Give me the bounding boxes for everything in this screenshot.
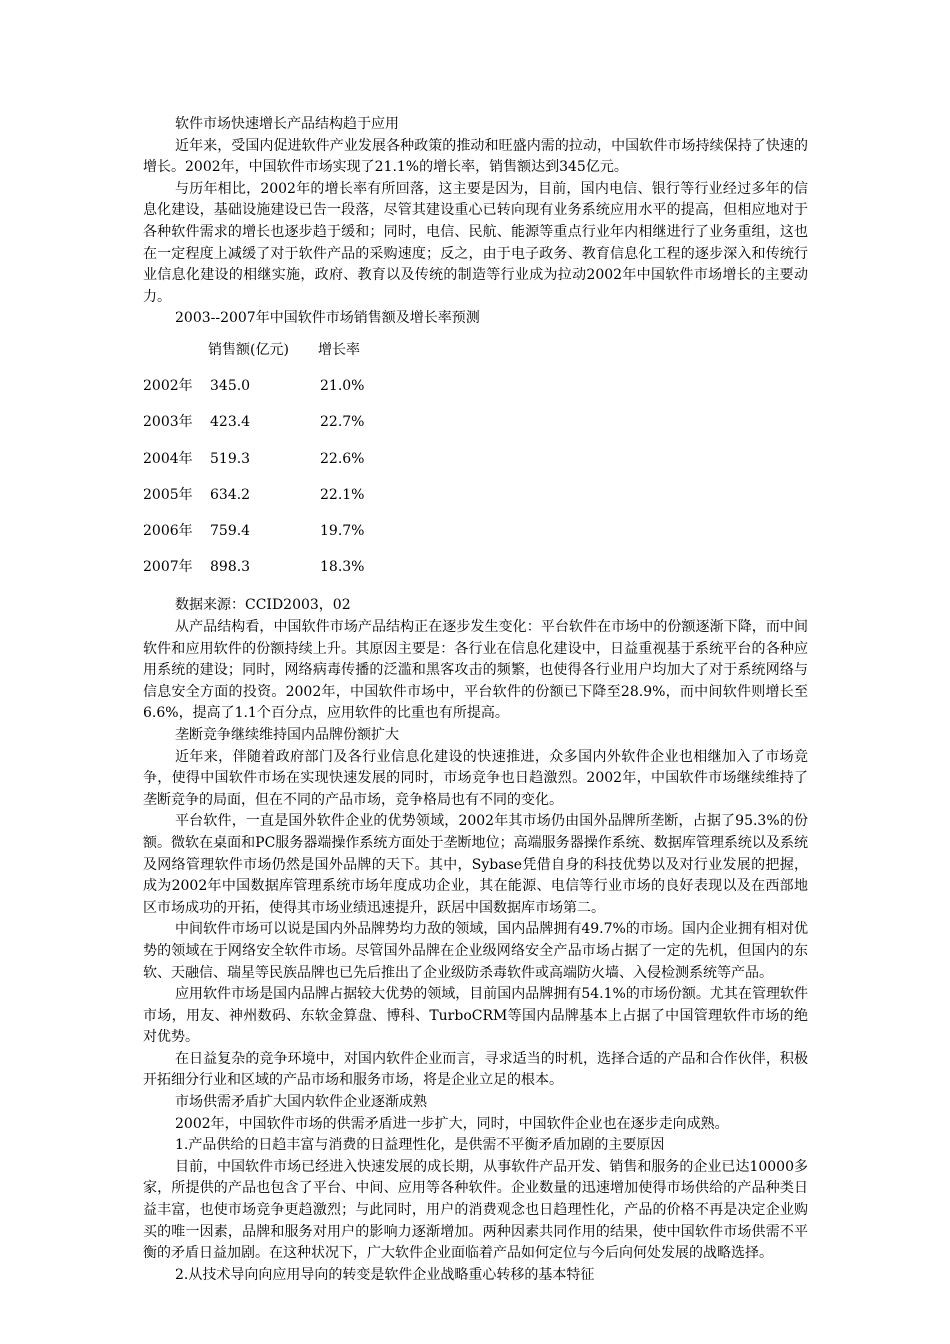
paragraph: 在日益复杂的竞争环境中，对国内软件企业而言，寻求适当的时机，选择合适的产品和合作伙伴，积极开拓细分行业和区域的产品市场和服务市场，将是企业立足的根本。 [143,1050,808,1089]
forecast-table [143,340,808,587]
table-row [143,521,808,557]
year-cell: 2006年 [143,523,193,540]
table-row [143,557,808,587]
sales-cell: 898.3 [210,559,251,576]
paragraph: 平台软件，一直是国外软件企业的优势领域，2002年其市场仍由国外品牌所垄断，占据了95.3%的份额。微软在桌面和PC服务器端操作系统方面处于垄断地位；高端服务器操作系统、数据库管理系统以及系统及网络管理软件市场仍然是国外品牌的天下。其中，Sybase凭借自身的科技优势以及对行业发展的把握，成为2002年中国数据库管理系统市场年度成功企业，其在能源、电信等行业市场的良好表现以及在西部地区市场成功的开拓，使得其市场业绩迅速提升，跃居中国数据库市场第二。 [143,813,808,916]
paragraph: 应用软件市场是国内品牌占据较大优势的领域，目前国内品牌拥有54.1%的市场份额。尤其在管理软件市场，用友、神州数码、东软金算盘、博科、TurboCRM等国内品牌基本上占据了中国管理软件市场的绝对优势。 [143,986,808,1046]
year-cell: 2007年 [143,559,193,576]
year-cell: 2005年 [143,486,193,503]
year-cell: 2004年 [143,450,193,467]
rate-cell: 22.7% [320,414,365,431]
sales-cell: 634.2 [210,486,251,503]
source-note: 数据来源：CCID2003，02 [175,597,351,614]
sales-cell: 423.4 [210,414,251,431]
subheading: 2.从技术导向向应用导向的转变是软件企业战略重心转移的基本特征 [175,1266,595,1283]
section-title: 软件市场快速增长产品结构趋于应用 [175,116,399,132]
table-row [143,412,808,448]
rate-cell: 21.0% [320,377,365,394]
subheading: 1.产品供给的日趋丰富与消费的日益理性化，是供需不平衡矛盾加剧的主要原因 [175,1137,665,1154]
paragraph: 目前，中国软件市场已经进入快速发展的成长期，从事软件产品开发、销售和服务的企业已达10000多家，所提供的产品也包含了平台、中间、应用等各种软件。企业数量的迅速增加使得市场供给的产品种类日益丰富，也使市场竞争更趋激烈；与此同时，用户的消费观念也日趋理性化，产品的价格不再是决定企业购买的唯一因素，品牌和服务对用户的影响力逐渐增加。两种因素共同作用的结果，使中国软件市场供需不平衡的矛盾日益加剧。在这种状况下，广大软件企业面临着产品如何定位与今后向何处发展的战略选择。 [143,1158,808,1262]
year-cell: 2002年 [143,377,193,394]
paragraph: 近年来，受国内促进软件产业发展各种政策的推动和旺盛内需的拉动，中国软件市场持续保持了快速的增长。2002年，中国软件市场实现了21.1%的增长率，销售额达到345亿元。 [143,137,808,176]
table-title: 2003--2007年中国软件市场销售额及增长率预测 [175,310,480,327]
sales-cell: 345.0 [210,377,251,394]
header-rate: 增长率 [318,341,360,358]
rate-cell: 22.6% [320,450,365,467]
table-row [143,376,808,412]
paragraph: 中间软件市场可以说是国内外品牌势均力敌的领域，国内品牌拥有49.7%的市场。国内企业拥有相对优势的领域在于网络安全软件市场。尽管国外品牌在企业级网络安全产品市场占据了一定的先机，但国内的东软、天融信、瑞星等民族品牌也已先后推出了企业级防杀毒软件或高端防火墙、入侵检测系统等产品。 [143,921,808,981]
paragraph: 近年来，伴随着政府部门及各行业信息化建设的快速推进，众多国内外软件企业也相继加入了市场竞争，使得中国软件市场在实现快速发展的同时，市场竞争也日趋激烈。2002年，中国软件市场继续维持了垄断竞争的局面，但在不同的产品市场，竞争格局也有不同的变化。 [143,748,808,808]
table-row [143,485,808,521]
table-header-row [143,340,808,376]
rate-cell: 18.3% [320,559,365,576]
document-page [143,114,808,1286]
rate-cell: 22.1% [320,486,365,503]
table-row [143,449,808,485]
year-cell: 2003年 [143,414,193,431]
section-title: 市场供需矛盾扩大国内软件企业逐渐成熟 [175,1094,427,1111]
paragraph: 与历年相比，2002年的增长率有所回落，这主要是因为，目前，国内电信、银行等行业经过多年的信息化建设，基础设施建设已告一段落，尽管其建设重心已转向现有业务系统应用水平的提高，但相应地对于各种软件需求的增长也逐步趋于缓和；同时，电信、民航、能源等重点行业年内相继进行了业务重组，这也在一定程度上减缓了对于软件产品的采购速度；反之，由于电子政务、教育信息化工程的逐步深入和传统行业信息化建设的相继实施，政府、教育以及传统的制造等行业成为拉动2002年中国软件市场增长的主要动力。 [143,180,808,305]
header-sales: 销售额(亿元) [208,341,289,358]
sales-cell: 519.3 [210,450,251,467]
sales-cell: 759.4 [210,523,251,540]
paragraph: 从产品结构看，中国软件市场产品结构正在逐步发生变化：平台软件在市场中的份额逐渐下降，而中间软件和应用软件的份额持续上升。其原因主要是：各行业在信息化建设中，日益重视基于系统平台的各种应用系统的建设；同时，网络病毒传播的泛滥和黑客攻击的频繁，也使得各行业用户均加大了对于系统网络与信息安全方面的投资。2002年，中国软件市场中，平台软件的份额已下降至28.9%，而中间软件则增长至6.6%，提高了1.1个百分点，应用软件的比重也有所提高。 [143,619,808,722]
section-title: 垄断竞争继续维持国内品牌份额扩大 [175,726,399,743]
rate-cell: 19.7% [320,523,365,540]
paragraph: 2002年，中国软件市场的供需矛盾进一步扩大，同时，中国软件企业也在逐步走向成熟。 [175,1115,729,1132]
